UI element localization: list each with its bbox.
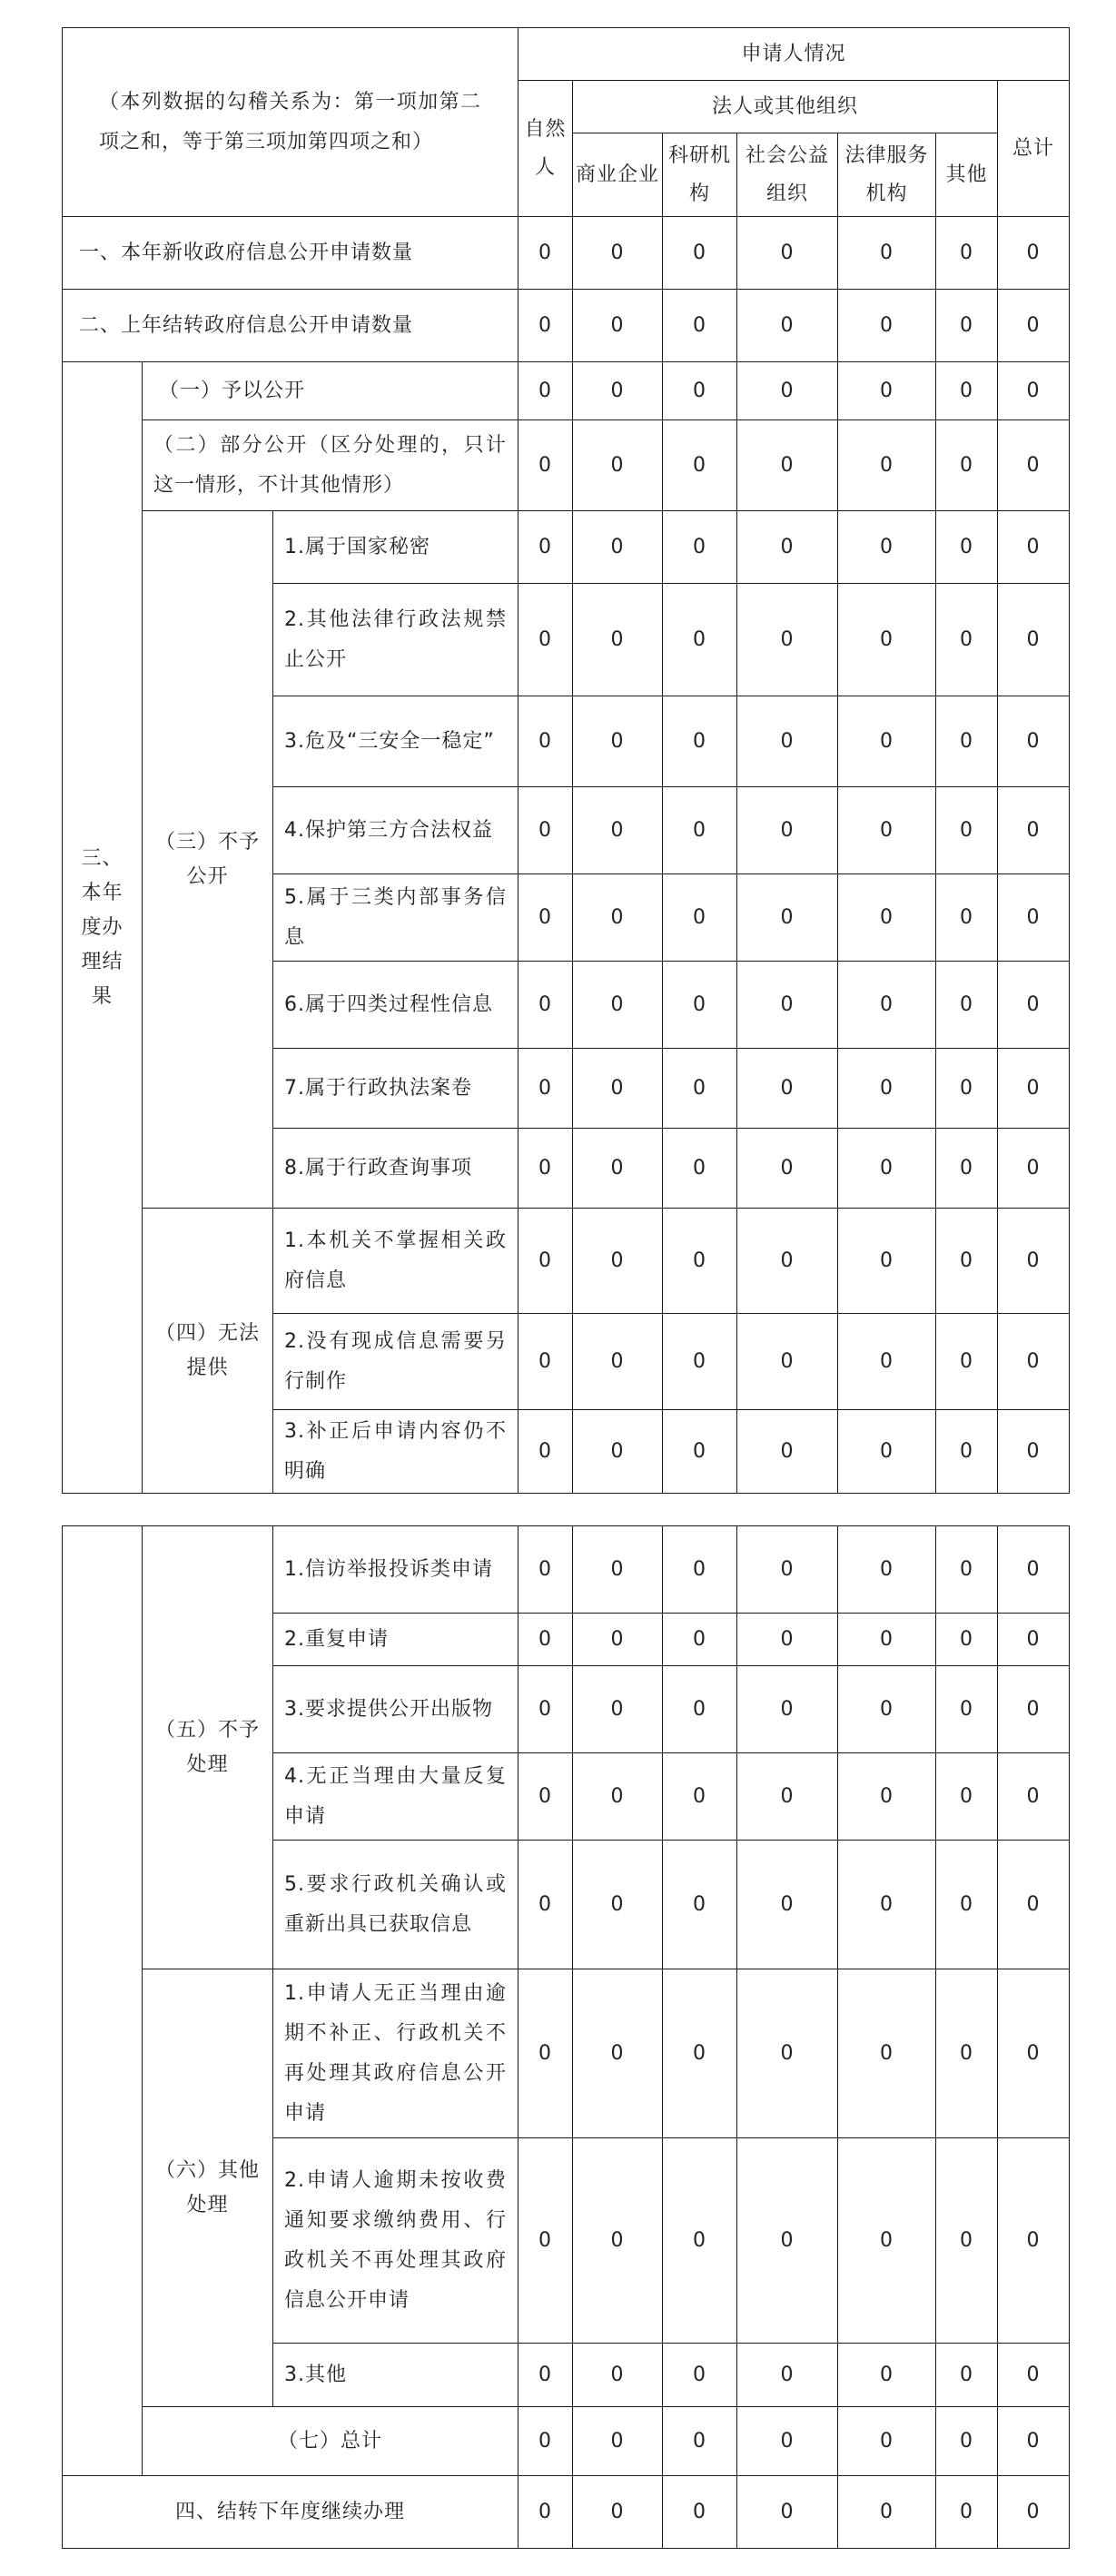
row-label: 4.无正当理由大量反复申请 (273, 1753, 518, 1841)
cell-value: 0 (998, 1969, 1070, 2138)
information-disclosure-table-part2 (62, 1525, 1070, 2549)
cell-value: 0 (573, 217, 663, 290)
cell-value: 0 (737, 696, 838, 787)
cell-value: 0 (838, 1209, 936, 1314)
cell-value: 0 (573, 1209, 663, 1314)
cell-value: 0 (518, 1049, 573, 1129)
cell-value: 0 (998, 511, 1070, 584)
cell-value: 0 (518, 1526, 573, 1614)
commercial-header: 商业企业 (573, 133, 663, 217)
cell-value: 0 (936, 1526, 998, 1614)
cell-value: 0 (737, 1410, 838, 1494)
cell-value: 0 (518, 2407, 573, 2476)
cell-value: 0 (663, 1129, 737, 1209)
table-row (63, 1209, 1070, 1314)
natural-person-header: 自然人 (518, 81, 573, 217)
cell-value: 0 (838, 1666, 936, 1753)
row-label: 2.重复申请 (273, 1614, 518, 1666)
cell-value: 0 (998, 2476, 1070, 2549)
cell-value: 0 (737, 1314, 838, 1410)
cell-value: 0 (936, 1410, 998, 1494)
cell-value: 0 (998, 1614, 1070, 1666)
cell-value: 0 (936, 2344, 998, 2407)
row-label: 1.本机关不掌握相关政府信息 (273, 1209, 518, 1314)
cell-value: 0 (998, 1410, 1070, 1494)
cell-value: 0 (573, 362, 663, 420)
row-label: 4.保护第三方合法权益 (273, 787, 518, 874)
cell-value: 0 (573, 1614, 663, 1666)
cell-value: 0 (936, 962, 998, 1049)
table-row (63, 217, 1070, 290)
cell-value: 0 (838, 584, 936, 696)
cell-value: 0 (518, 2476, 573, 2549)
cell-value: 0 (998, 290, 1070, 362)
cell-value: 0 (518, 1969, 573, 2138)
cell-value: 0 (998, 787, 1070, 874)
cell-value: 0 (936, 1049, 998, 1129)
legal-service-header: 法律服务机构 (838, 133, 936, 217)
table-row (63, 1526, 1070, 1614)
cell-value: 0 (518, 290, 573, 362)
cell-value: 0 (838, 1614, 936, 1666)
cell-value: 0 (838, 217, 936, 290)
cell-value: 0 (936, 1753, 998, 1841)
cell-value: 0 (998, 1314, 1070, 1410)
cell-value: 0 (663, 1314, 737, 1410)
cell-value: 0 (838, 511, 936, 584)
cell-value: 0 (663, 874, 737, 962)
social-welfare-header: 社会公益组织 (737, 133, 838, 217)
cell-value: 0 (663, 1049, 737, 1129)
cell-value: 0 (737, 2407, 838, 2476)
cell-value: 0 (663, 1209, 737, 1314)
cell-value: 0 (518, 362, 573, 420)
cell-value: 0 (936, 1209, 998, 1314)
cell-value: 0 (573, 1314, 663, 1410)
cell-value: 0 (936, 1969, 998, 2138)
cell-value: 0 (573, 420, 663, 511)
cell-value: 0 (663, 217, 737, 290)
cell-value: 0 (518, 1753, 573, 1841)
cell-value: 0 (737, 511, 838, 584)
cell-value: 0 (737, 874, 838, 962)
cell-value: 0 (936, 362, 998, 420)
row-label: 一、本年新收政府信息公开申请数量 (63, 217, 518, 290)
cell-value: 0 (737, 584, 838, 696)
cell-value: 0 (663, 420, 737, 511)
cell-value: 0 (998, 2407, 1070, 2476)
cell-value: 0 (737, 1614, 838, 1666)
section3-label: 三、本年度办理结果 (63, 362, 143, 1494)
group3-label: （三）不予公开 (143, 511, 273, 1209)
row-label: 1.属于国家秘密 (273, 511, 518, 584)
cell-value: 0 (663, 1410, 737, 1494)
cell-value: 0 (998, 1049, 1070, 1129)
table-row (63, 420, 1070, 511)
cell-value: 0 (998, 1666, 1070, 1753)
cell-value: 0 (663, 1841, 737, 1969)
cell-value: 0 (998, 1129, 1070, 1209)
cell-value: 0 (998, 420, 1070, 511)
row-label: 2.其他法律行政法规禁止公开 (273, 584, 518, 696)
cell-value: 0 (998, 2344, 1070, 2407)
row-label: 3.危及“三安全一稳定” (273, 696, 518, 787)
cell-value: 0 (518, 1841, 573, 1969)
cell-value: 0 (998, 584, 1070, 696)
cell-value: 0 (518, 1410, 573, 1494)
cell-value: 0 (518, 420, 573, 511)
group4-label: （四）无法提供 (143, 1209, 273, 1494)
cell-value: 0 (737, 1526, 838, 1614)
cell-value: 0 (518, 787, 573, 874)
cell-value: 0 (573, 2407, 663, 2476)
other-header: 其他 (936, 133, 998, 217)
section3-continued-cell (63, 1526, 143, 2476)
cell-value: 0 (663, 362, 737, 420)
cell-value: 0 (838, 1526, 936, 1614)
cell-value: 0 (573, 2138, 663, 2344)
cell-value: 0 (663, 584, 737, 696)
row-label: 3.要求提供公开出版物 (273, 1666, 518, 1753)
cell-value: 0 (663, 2476, 737, 2549)
cell-value: 0 (737, 2476, 838, 2549)
cell-value: 0 (518, 217, 573, 290)
cell-value: 0 (998, 696, 1070, 787)
cell-value: 0 (518, 1666, 573, 1753)
cell-value: 0 (936, 2407, 998, 2476)
cell-value: 0 (737, 420, 838, 511)
cell-value: 0 (998, 362, 1070, 420)
cell-value: 0 (573, 874, 663, 962)
cell-value: 0 (663, 696, 737, 787)
cell-value: 0 (518, 1209, 573, 1314)
row-label: 6.属于四类过程性信息 (273, 962, 518, 1049)
cell-value: 0 (573, 1049, 663, 1129)
cell-value: 0 (573, 1969, 663, 2138)
cell-value: 0 (573, 787, 663, 874)
cell-value: 0 (936, 1129, 998, 1209)
cell-value: 0 (936, 290, 998, 362)
cell-value: 0 (737, 1049, 838, 1129)
cell-value: 0 (573, 1410, 663, 1494)
cell-value: 0 (737, 1841, 838, 1969)
row-label: 8.属于行政查询事项 (273, 1129, 518, 1209)
cell-value: 0 (737, 1209, 838, 1314)
cell-value: 0 (838, 787, 936, 874)
cell-value: 0 (838, 1314, 936, 1410)
cell-value: 0 (663, 1526, 737, 1614)
cell-value: 0 (518, 1129, 573, 1209)
cell-value: 0 (936, 1666, 998, 1753)
row-label: 3.其他 (273, 2344, 518, 2407)
cell-value: 0 (737, 1753, 838, 1841)
cell-value: 0 (518, 696, 573, 787)
cell-value: 0 (518, 2344, 573, 2407)
formula-note: （本列数据的勾稽关系为：第一项加第二项之和，等于第三项加第四项之和） (63, 28, 518, 217)
row-label: 5.属于三类内部事务信息 (273, 874, 518, 962)
cell-value: 0 (518, 1614, 573, 1666)
table-row (63, 2476, 1070, 2549)
cell-value: 0 (573, 1129, 663, 1209)
cell-value: 0 (998, 2138, 1070, 2344)
group5-label: （五）不予处理 (143, 1526, 273, 1969)
cell-value: 0 (838, 1969, 936, 2138)
cell-value: 0 (663, 2138, 737, 2344)
cell-value: 0 (663, 962, 737, 1049)
information-disclosure-table-part1 (62, 27, 1070, 1494)
cell-value: 0 (573, 1526, 663, 1614)
research-header: 科研机构 (663, 133, 737, 217)
cell-value: 0 (663, 1969, 737, 2138)
cell-value: 0 (737, 1666, 838, 1753)
cell-value: 0 (737, 1129, 838, 1209)
row-label: 7.属于行政执法案卷 (273, 1049, 518, 1129)
cell-value: 0 (838, 2407, 936, 2476)
row-label: 四、结转下年度继续办理 (63, 2476, 518, 2549)
cell-value: 0 (518, 962, 573, 1049)
cell-value: 0 (663, 787, 737, 874)
cell-value: 0 (838, 1841, 936, 1969)
applicant-situation-header: 申请人情况 (518, 28, 1070, 81)
cell-value: 0 (573, 962, 663, 1049)
cell-value: 0 (838, 1049, 936, 1129)
total-header: 总计 (998, 81, 1070, 217)
table-row (63, 2407, 1070, 2476)
cell-value: 0 (518, 2138, 573, 2344)
cell-value: 0 (573, 1841, 663, 1969)
cell-value: 0 (737, 217, 838, 290)
cell-value: 0 (663, 290, 737, 362)
cell-value: 0 (936, 874, 998, 962)
cell-value: 0 (998, 962, 1070, 1049)
cell-value: 0 (737, 1969, 838, 2138)
table-row (63, 1969, 1070, 2138)
cell-value: 0 (838, 874, 936, 962)
legal-entities-header: 法人或其他组织 (573, 81, 998, 133)
row-label: （一）予以公开 (143, 362, 518, 420)
cell-value: 0 (573, 2344, 663, 2407)
row-label: 5.要求行政机关确认或重新出具已获取信息 (273, 1841, 518, 1969)
row-label: 2.没有现成信息需要另行制作 (273, 1314, 518, 1410)
cell-value: 0 (838, 2476, 936, 2549)
cell-value: 0 (936, 1614, 998, 1666)
cell-value: 0 (573, 2476, 663, 2549)
cell-value: 0 (936, 696, 998, 787)
cell-value: 0 (573, 1666, 663, 1753)
cell-value: 0 (573, 290, 663, 362)
cell-value: 0 (936, 787, 998, 874)
table-row (63, 362, 1070, 420)
cell-value: 0 (936, 2476, 998, 2549)
row-label: 1.信访举报投诉类申请 (273, 1526, 518, 1614)
row-label: 2.申请人逾期未按收费通知要求缴纳费用、行政机关不再处理其政府信息公开申请 (273, 2138, 518, 2344)
cell-value: 0 (936, 1841, 998, 1969)
cell-value: 0 (936, 511, 998, 584)
cell-value: 0 (838, 962, 936, 1049)
cell-value: 0 (518, 874, 573, 962)
row-label: （七）总计 (143, 2407, 518, 2476)
cell-value: 0 (998, 1841, 1070, 1969)
cell-value: 0 (936, 420, 998, 511)
cell-value: 0 (737, 787, 838, 874)
cell-value: 0 (998, 874, 1070, 962)
cell-value: 0 (663, 511, 737, 584)
cell-value: 0 (518, 1314, 573, 1410)
cell-value: 0 (998, 1526, 1070, 1614)
row-label: 1.申请人无正当理由逾期不补正、行政机关不再处理其政府信息公开申请 (273, 1969, 518, 2138)
cell-value: 0 (663, 2344, 737, 2407)
cell-value: 0 (737, 290, 838, 362)
group6-label: （六）其他处理 (143, 1969, 273, 2407)
cell-value: 0 (737, 362, 838, 420)
cell-value: 0 (838, 2344, 936, 2407)
row-label: 二、上年结转政府信息公开申请数量 (63, 290, 518, 362)
cell-value: 0 (737, 962, 838, 1049)
row-label: 3.补正后申请内容仍不明确 (273, 1410, 518, 1494)
table-row (63, 290, 1070, 362)
cell-value: 0 (838, 362, 936, 420)
cell-value: 0 (998, 1209, 1070, 1314)
cell-value: 0 (838, 2138, 936, 2344)
cell-value: 0 (998, 1753, 1070, 1841)
cell-value: 0 (737, 2138, 838, 2344)
cell-value: 0 (518, 584, 573, 696)
table-row (63, 511, 1070, 584)
cell-value: 0 (998, 217, 1070, 290)
cell-value: 0 (737, 2344, 838, 2407)
cell-value: 0 (573, 1753, 663, 1841)
cell-value: 0 (838, 290, 936, 362)
cell-value: 0 (936, 1314, 998, 1410)
cell-value: 0 (663, 1666, 737, 1753)
cell-value: 0 (936, 2138, 998, 2344)
row-label: （二）部分公开（区分处理的，只计这一情形，不计其他情形） (143, 420, 518, 511)
cell-value: 0 (573, 696, 663, 787)
cell-value: 0 (838, 696, 936, 787)
cell-value: 0 (838, 1753, 936, 1841)
cell-value: 0 (573, 511, 663, 584)
cell-value: 0 (838, 420, 936, 511)
cell-value: 0 (663, 1753, 737, 1841)
cell-value: 0 (838, 1129, 936, 1209)
cell-value: 0 (573, 584, 663, 696)
cell-value: 0 (518, 511, 573, 584)
cell-value: 0 (838, 1410, 936, 1494)
cell-value: 0 (936, 584, 998, 696)
cell-value: 0 (663, 1614, 737, 1666)
cell-value: 0 (936, 217, 998, 290)
cell-value: 0 (663, 2407, 737, 2476)
